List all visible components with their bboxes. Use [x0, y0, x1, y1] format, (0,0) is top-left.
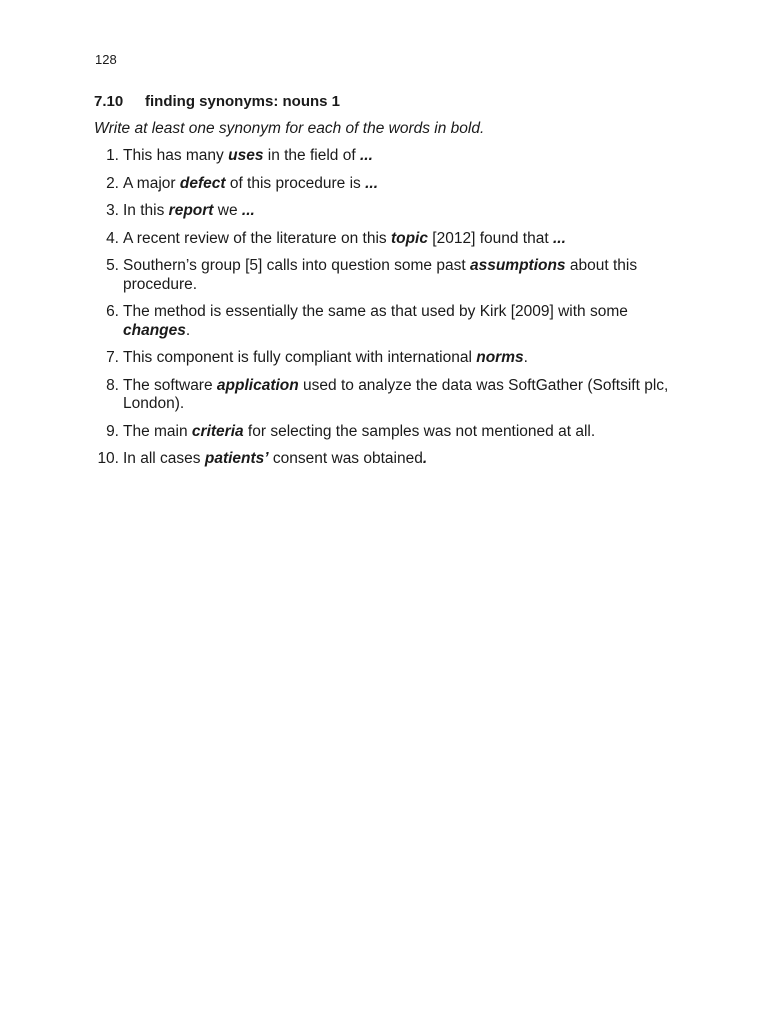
target-word: patients’ [204, 450, 269, 467]
item-text-after: consent was obtained [268, 450, 423, 467]
target-word: topic [390, 229, 428, 247]
item-text-after: . [185, 321, 191, 339]
exercise-instruction: Write at least one synonym for each of the words in bold. [94, 120, 485, 137]
item-text-before: The method is essentially the same as that used by Kirk [2009] with some [123, 303, 628, 320]
item-text-after: in the field of [263, 147, 360, 164]
target-word: uses [228, 147, 264, 164]
item-text-after: [2012] found that [427, 229, 553, 247]
item-text-before: This component is fully compliant with international [123, 349, 477, 366]
item-number: 6. [106, 303, 119, 320]
section-heading [94, 92, 340, 112]
target-word: criteria [191, 422, 244, 440]
item-text-before: Southern’s group [5] calls into question some past [123, 257, 470, 274]
list-item [94, 349, 694, 368]
item-tail: . [422, 450, 428, 467]
item-tail: ... [365, 174, 379, 192]
list-item [94, 377, 694, 414]
item-text-after: . [523, 349, 528, 366]
target-word: defect [179, 174, 226, 192]
target-word: norms [476, 349, 524, 366]
page-number: 128 [95, 52, 117, 67]
item-number: 9. [106, 422, 119, 440]
target-word: report [168, 202, 214, 219]
item-text-before: The main [123, 422, 192, 440]
item-tail: ... [241, 202, 255, 219]
list-item [94, 147, 694, 166]
item-text-before: A major [123, 174, 180, 192]
item-number: 1. [106, 147, 119, 164]
target-word: changes [123, 321, 186, 339]
list-item [94, 257, 694, 294]
item-number: 7. [106, 349, 119, 366]
section-number: 7.10 [94, 93, 124, 110]
list-item [94, 423, 694, 442]
item-number: 2. [106, 174, 119, 192]
item-text-after: about this procedure. [123, 257, 638, 293]
item-text-after: used to analyze the data was SoftGather (Softsift plc, London). [123, 376, 669, 412]
item-number: 4. [106, 229, 119, 247]
item-text-before: The software [123, 376, 217, 394]
item-tail: ... [552, 229, 566, 247]
target-word: assumptions [469, 257, 566, 274]
list-item [94, 175, 694, 194]
item-tail: ... [359, 147, 373, 164]
item-text-before: A recent review of the literature on this [123, 229, 391, 247]
item-text-after: for selecting the samples was not mentioned at all. [243, 422, 596, 440]
list-item [94, 450, 694, 469]
section-title: finding synonyms: nouns 1 [145, 93, 341, 110]
list-item [94, 230, 694, 249]
item-number: 5. [106, 257, 119, 274]
exercise-list [94, 147, 694, 478]
item-text-before: In all cases [123, 450, 205, 467]
list-item [94, 202, 694, 221]
item-text-after: of this procedure is [225, 174, 366, 192]
item-number: 8. [106, 376, 119, 394]
item-number: 3. [106, 202, 119, 219]
item-text-before: In this [123, 202, 169, 219]
target-word: application [216, 376, 299, 394]
item-number: 10. [97, 450, 119, 467]
item-text-after: we [213, 202, 242, 219]
item-text-before: This has many [123, 147, 229, 164]
list-item [94, 303, 694, 340]
